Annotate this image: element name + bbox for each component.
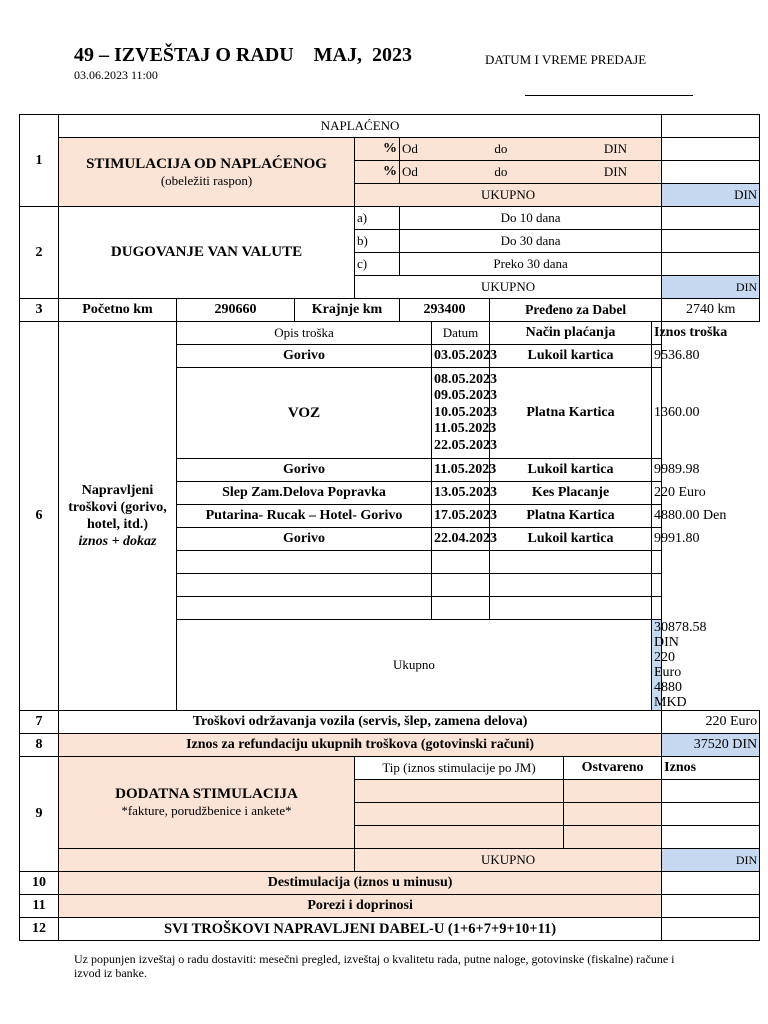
pct-sign: % bbox=[355, 138, 400, 161]
dugovanje-label: DUGOVANJE VAN VALUTE bbox=[59, 207, 355, 299]
expense-date: 09.05.2023 bbox=[434, 388, 497, 404]
expense-date: 17.05.2023 bbox=[432, 505, 490, 528]
dug-letter-a: a) bbox=[355, 207, 400, 230]
datetime-label: DATUM I VREME PREDAJE bbox=[485, 52, 647, 67]
range-row-2 bbox=[400, 161, 662, 184]
dug-value-a[interactable] bbox=[662, 207, 760, 230]
expense-payment: Lukoil kartica bbox=[490, 459, 652, 482]
dodatna-stim-subtitle: *fakture, porudžbenice i ankete* bbox=[121, 803, 292, 818]
stim-type-cell[interactable] bbox=[355, 826, 564, 849]
stim-type-cell[interactable] bbox=[355, 803, 564, 826]
troskovi-label bbox=[59, 322, 177, 711]
s9-peach-filler bbox=[59, 849, 355, 872]
svi-troskovi-value[interactable] bbox=[662, 918, 760, 941]
stim-naplacenog-label bbox=[59, 138, 355, 207]
expense-date: 03.05.2023 bbox=[432, 345, 490, 368]
range-from: Od bbox=[402, 164, 418, 179]
expense-empty-amount[interactable] bbox=[652, 551, 662, 574]
expense-payment: Lukoil kartica bbox=[490, 528, 652, 551]
pct-sign: % bbox=[355, 161, 400, 184]
range-row-1 bbox=[400, 138, 662, 161]
expense-empty-date[interactable] bbox=[432, 597, 490, 620]
stim-type-cell[interactable] bbox=[355, 780, 564, 803]
row-number-7: 7 bbox=[20, 711, 59, 734]
row-number-2: 2 bbox=[20, 207, 59, 299]
dodatna-stim-title: DODATNA STIMULACIJA bbox=[115, 786, 298, 802]
expense-date: 08.05.2023 bbox=[434, 371, 497, 387]
expense-payment: Platna Kartica bbox=[490, 505, 652, 528]
krajnje-km-label: Krajnje km bbox=[295, 299, 400, 322]
expense-amount: 9989.98 bbox=[652, 459, 662, 482]
col-header-ostvareno: Ostvareno bbox=[564, 757, 662, 780]
range-to: do bbox=[494, 164, 508, 179]
row-number-10: 10 bbox=[20, 872, 59, 895]
s1-ukupno-label: UKUPNO bbox=[355, 184, 662, 207]
expense-date: 11.05.2023 bbox=[432, 459, 490, 482]
range-to: do bbox=[494, 141, 508, 156]
refundacija-value: 37520 DIN bbox=[662, 734, 760, 757]
krajnje-km-value: 293400 bbox=[400, 299, 490, 322]
range-2-value[interactable] bbox=[662, 161, 760, 184]
expense-date: 11.05.2023 bbox=[434, 421, 497, 437]
total-din: 30878.58 DIN bbox=[654, 620, 707, 650]
report-title: 49 – IZVEŠTAJ O RADU MAJ, 2023 bbox=[74, 44, 412, 66]
expense-desc: VOZ bbox=[177, 368, 432, 459]
expense-empty-payment[interactable] bbox=[490, 597, 652, 620]
expense-empty-date[interactable] bbox=[432, 551, 490, 574]
expense-desc: Gorivo bbox=[177, 459, 432, 482]
stim-amount-cell[interactable] bbox=[662, 826, 760, 849]
expense-payment: Kes Placanje bbox=[490, 482, 652, 505]
naplaceno-label: NAPLAĆENO bbox=[59, 115, 662, 138]
naplaceno-value[interactable] bbox=[662, 115, 760, 138]
s2-ukupno-value: DIN bbox=[662, 276, 760, 299]
expense-empty-amount[interactable] bbox=[652, 597, 662, 620]
odrzavanje-value: 220 Euro bbox=[662, 711, 760, 734]
expense-date: 22.04.2023 bbox=[432, 528, 490, 551]
col-header-tip: Tip (iznos stimulacije po JM) bbox=[355, 757, 564, 780]
stim-achieved-cell[interactable] bbox=[564, 780, 662, 803]
col-header-iznos: Iznos bbox=[662, 757, 760, 780]
expense-empty-desc[interactable] bbox=[177, 551, 432, 574]
expense-desc: Slep Zam.Delova Popravka bbox=[177, 482, 432, 505]
porezi-label: Porezi i doprinosi bbox=[59, 895, 662, 918]
troskovi-ukupno-label: Ukupno bbox=[177, 620, 652, 711]
expense-payment: Platna Kartica bbox=[490, 368, 652, 459]
expense-desc: Gorivo bbox=[177, 528, 432, 551]
range-1-value[interactable] bbox=[662, 138, 760, 161]
destimulacija-label: Destimulacija (iznos u minusu) bbox=[59, 872, 662, 895]
stim-amount-cell[interactable] bbox=[662, 780, 760, 803]
expense-payment: Lukoil kartica bbox=[490, 345, 652, 368]
dug-value-c[interactable] bbox=[662, 253, 760, 276]
row-number-3: 3 bbox=[20, 299, 59, 322]
stim-title: STIMULACIJA OD NAPLAĆENOG bbox=[86, 155, 327, 172]
dug-letter-c: c) bbox=[355, 253, 400, 276]
report-table bbox=[19, 114, 760, 941]
s2-ukupno-label: UKUPNO bbox=[355, 276, 662, 299]
col-header-iznos: Iznos troška bbox=[652, 322, 662, 345]
predjeno-label: Pređeno za Dabel bbox=[490, 299, 662, 322]
predjeno-value: 2740 km bbox=[662, 299, 760, 322]
expense-empty-desc[interactable] bbox=[177, 597, 432, 620]
dug-label-b: Do 30 dana bbox=[400, 230, 662, 253]
signature-line bbox=[525, 95, 693, 96]
troskovi-label-3: hotel, itd.) bbox=[86, 517, 149, 532]
s9-ukupno-value: DIN bbox=[662, 849, 760, 872]
row-number-11: 11 bbox=[20, 895, 59, 918]
total-mkd: 4880 MKD bbox=[654, 680, 687, 710]
expense-amount: 220 Euro bbox=[652, 482, 662, 505]
row-number-9: 9 bbox=[20, 757, 59, 872]
footer-note: Uz popunjen izveštaj o radu dostaviti: mesečni pregled, izveštaj o kvalitetu rada, putne naloge, gotovinske (fiskalne) račune i izvod iz banke. bbox=[74, 952, 675, 980]
range-from: Od bbox=[402, 141, 418, 156]
expense-desc: Putarina- Rucak – Hotel- Gorivo bbox=[177, 505, 432, 528]
expense-dates bbox=[432, 368, 497, 459]
pocetno-km-label: Početno km bbox=[59, 299, 177, 322]
pocetno-km-value: 290660 bbox=[177, 299, 295, 322]
dug-letter-b: b) bbox=[355, 230, 400, 253]
range-currency: DIN bbox=[603, 164, 627, 179]
s9-ukupno-label: UKUPNO bbox=[355, 849, 662, 872]
submission-datetime: 03.06.2023 11:00 bbox=[74, 68, 158, 82]
row-number-1: 1 bbox=[20, 115, 59, 207]
row-number-6: 6 bbox=[20, 322, 59, 711]
dug-label-a: Do 10 dana bbox=[400, 207, 662, 230]
row-number-8: 8 bbox=[20, 734, 59, 757]
expense-amount: 9536.80 bbox=[652, 345, 662, 368]
dug-label-c: Preko 30 dana bbox=[400, 253, 662, 276]
s1-ukupno-value: DIN bbox=[662, 184, 760, 207]
stim-achieved-cell[interactable] bbox=[564, 803, 662, 826]
expense-empty-amount[interactable] bbox=[652, 574, 662, 597]
svi-troskovi-label: SVI TROŠKOVI NAPRAVLJENI DABEL-U (1+6+7+9+10+11) bbox=[59, 918, 662, 941]
expense-empty-desc[interactable] bbox=[177, 574, 432, 597]
troskovi-label-4: iznos + dokaz bbox=[78, 534, 157, 549]
expense-desc: Gorivo bbox=[177, 345, 432, 368]
expense-date: 10.05.2023 bbox=[434, 404, 497, 420]
row-number-12: 12 bbox=[20, 918, 59, 941]
expense-empty-date[interactable] bbox=[432, 574, 490, 597]
col-header-opis: Opis troška bbox=[177, 322, 432, 345]
dug-value-b[interactable] bbox=[662, 230, 760, 253]
expense-date: 13.05.2023 bbox=[432, 482, 490, 505]
odrzavanje-label: Troškovi održavanja vozila (servis, šlep, zamena delova) bbox=[59, 711, 662, 734]
stim-achieved-cell[interactable] bbox=[564, 826, 662, 849]
col-header-nacin: Način plaćanja bbox=[490, 322, 652, 345]
stim-amount-cell[interactable] bbox=[662, 803, 760, 826]
col-header-datum: Datum bbox=[432, 322, 490, 345]
stim-subtitle: (obeležiti raspon) bbox=[160, 172, 253, 188]
expense-empty-payment[interactable] bbox=[490, 551, 652, 574]
refundacija-label: Iznos za refundaciju ukupnih troškova (gotovinski računi) bbox=[59, 734, 662, 757]
total-euro: 220 Euro bbox=[654, 650, 682, 680]
range-currency: DIN bbox=[603, 141, 627, 156]
porezi-value[interactable] bbox=[662, 895, 760, 918]
troskovi-label-2: troškovi (gorivo, bbox=[68, 500, 167, 515]
dodatna-stim-label bbox=[59, 757, 355, 849]
destimulacija-value[interactable] bbox=[662, 872, 760, 895]
expense-empty-payment[interactable] bbox=[490, 574, 652, 597]
expense-date: 22.05.2023 bbox=[434, 437, 497, 453]
expense-amount: 4880.00 Den bbox=[652, 505, 662, 528]
troskovi-label-1: Napravljeni bbox=[81, 483, 154, 498]
expense-amount: 1360.00 bbox=[652, 368, 662, 459]
expense-amount: 9991.80 bbox=[652, 528, 662, 551]
troskovi-ukupno-values bbox=[652, 620, 707, 711]
